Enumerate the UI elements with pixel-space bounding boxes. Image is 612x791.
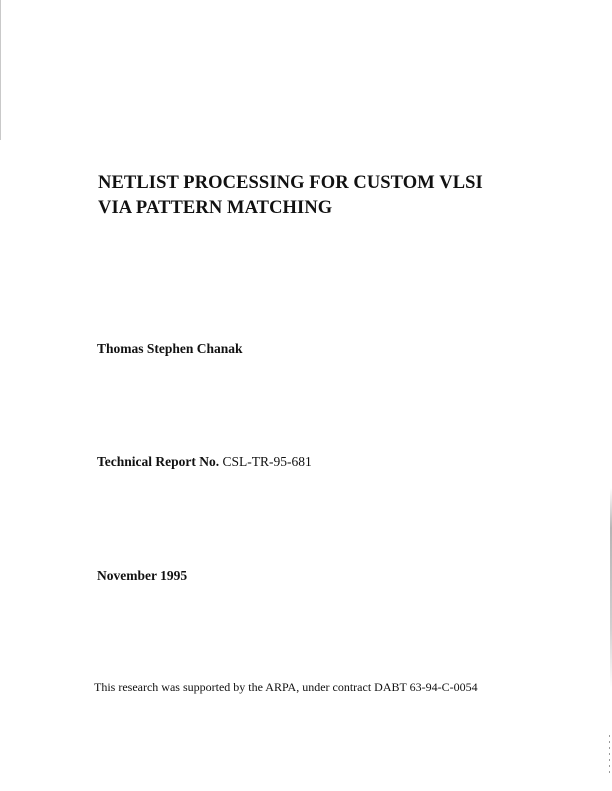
report-number-line — [97, 454, 312, 470]
report-number-label: Technical Report No. — [97, 454, 220, 469]
publication-date: November 1995 — [97, 568, 188, 583]
scan-edge-artifact — [609, 735, 610, 775]
funding-note: This research was supported by the ARPA, under contract DABT 63-94-C-0054 — [94, 680, 478, 694]
report-title-line-1: NETLIST PROCESSING FOR CUSTOM VLSI — [98, 173, 483, 193]
report-title-line-2: VIA PATTERN MATCHING — [98, 198, 333, 218]
scan-edge-artifact — [0, 0, 1, 140]
report-title — [98, 171, 578, 221]
author-name: Thomas Stephen Chanak — [97, 341, 243, 356]
report-number-value: CSL-TR-95-681 — [222, 454, 312, 469]
